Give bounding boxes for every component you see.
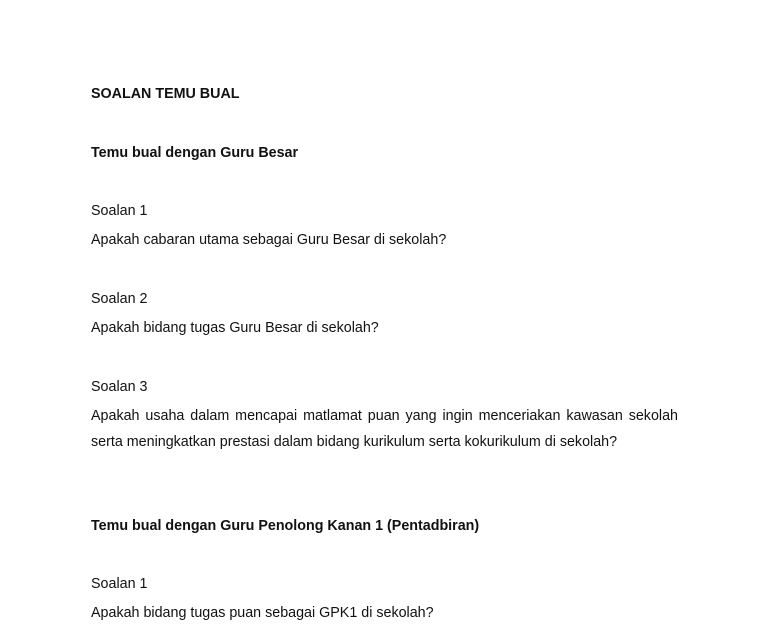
question-text: Apakah cabaran utama sebagai Guru Besar di sekolah? bbox=[91, 232, 447, 248]
question-text: Apakah bidang tugas puan sebagai GPK1 di sekolah? bbox=[91, 605, 434, 621]
section-heading-guru-besar: Temu bual dengan Guru Besar bbox=[91, 145, 299, 161]
question-label: Soalan 1 bbox=[91, 203, 148, 219]
question-text: Apakah bidang tugas Guru Besar di sekolah? bbox=[91, 320, 379, 336]
question-text: Apakah usaha dalam mencapai matlamat puan yang ingin menceriakan kawasan sekolah serta meningkatkan prestasi dalam bidang kurikulum serta kokurikulum di sekolah? bbox=[91, 408, 678, 450]
document-title: SOALAN TEMU BUAL bbox=[91, 86, 240, 102]
section-heading-gpk1: Temu bual dengan Guru Penolong Kanan 1 (Pentadbiran) bbox=[91, 518, 480, 534]
question-label: Soalan 1 bbox=[91, 576, 148, 592]
question-label: Soalan 2 bbox=[91, 291, 148, 307]
question-label: Soalan 3 bbox=[91, 379, 148, 395]
